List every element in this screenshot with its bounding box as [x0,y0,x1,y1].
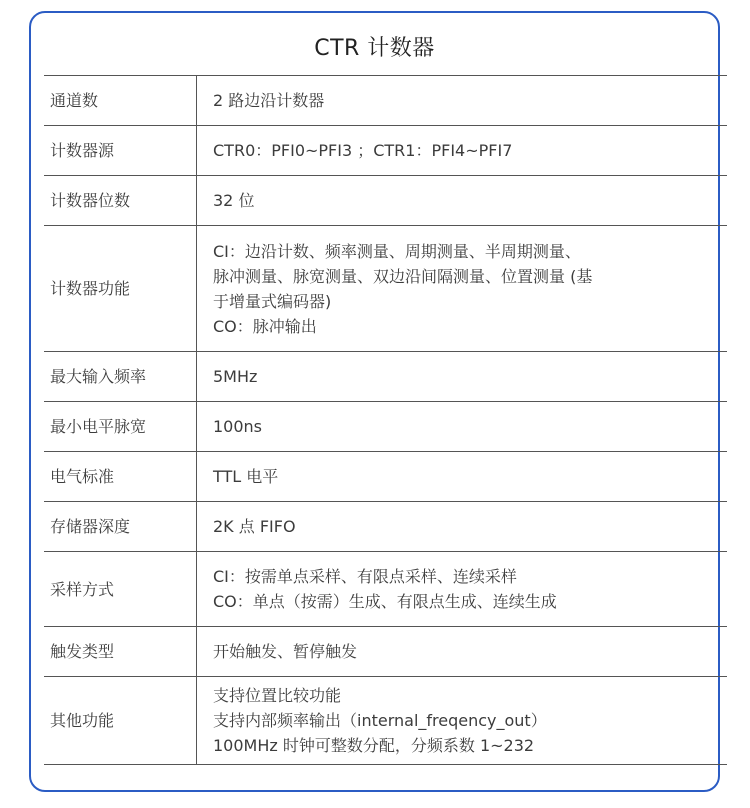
table-row [44,126,727,176]
row-key: 存储器深度 [44,502,197,552]
table-row [44,502,727,552]
row-key: 通道数 [44,76,197,126]
row-key: 最小电平脉宽 [44,402,197,452]
value-line: 脉冲测量、脉宽测量、双边沿间隔测量、位置测量 (基 [213,266,593,286]
row-value [197,552,728,627]
table-row [44,552,727,627]
value-line: 支持位置比较功能 [213,686,342,705]
table-row [44,76,727,126]
value-line: 于增量式编码器) [213,291,332,311]
row-key: 电气标准 [44,452,197,502]
row-key: 计数器功能 [44,226,197,352]
row-key: 计数器源 [44,126,197,176]
value-line: 2 路边沿计数器 [213,91,325,110]
row-key: 采样方式 [44,552,197,627]
value-line: CO：单点（按需）生成、有限点生成、连续生成 [213,592,557,611]
value-line: 支持内部频率输出（internal_freqency_out） [213,711,547,730]
value-line: CTR0：PFI0~PFI3 ；CTR1：PFI4~PFI7 [213,141,513,160]
row-value [197,677,728,765]
row-value [197,126,728,176]
table-row [44,226,727,352]
value-line: 100MHz 时钟可整数分配，分频系数 1~232 [213,736,535,755]
value-line: TTL 电平 [213,467,279,486]
row-value [197,352,728,402]
value-line: 2K 点 FIFO [213,517,296,536]
value-line: CI：按需单点采样、有限点采样、连续采样 [213,567,517,586]
table-row [44,677,727,765]
row-key: 其他功能 [44,677,197,765]
row-value [197,226,728,352]
table-row [44,352,727,402]
row-value [197,502,728,552]
row-key: 计数器位数 [44,176,197,226]
row-value [197,452,728,502]
page-title: CTR 计数器 [314,36,435,61]
table-row [44,402,727,452]
table-row [44,627,727,677]
value-line: 100ns [213,417,263,436]
row-value [197,176,728,226]
value-line: 开始触发、暂停触发 [213,642,358,661]
row-key: 最大输入频率 [44,352,197,402]
row-value [197,76,728,126]
row-value [197,402,728,452]
table-row [44,176,727,226]
row-key: 触发类型 [44,627,197,677]
value-line: CO：脉冲输出 [213,316,317,336]
value-line: 5MHz [213,367,258,386]
value-line: 32 位 [213,191,255,210]
value-line: CI：边沿计数、频率测量、周期测量、半周期测量、 [213,241,581,261]
spec-table [44,75,727,765]
table-row [44,452,727,502]
spec-card [29,11,720,792]
row-value [197,627,728,677]
